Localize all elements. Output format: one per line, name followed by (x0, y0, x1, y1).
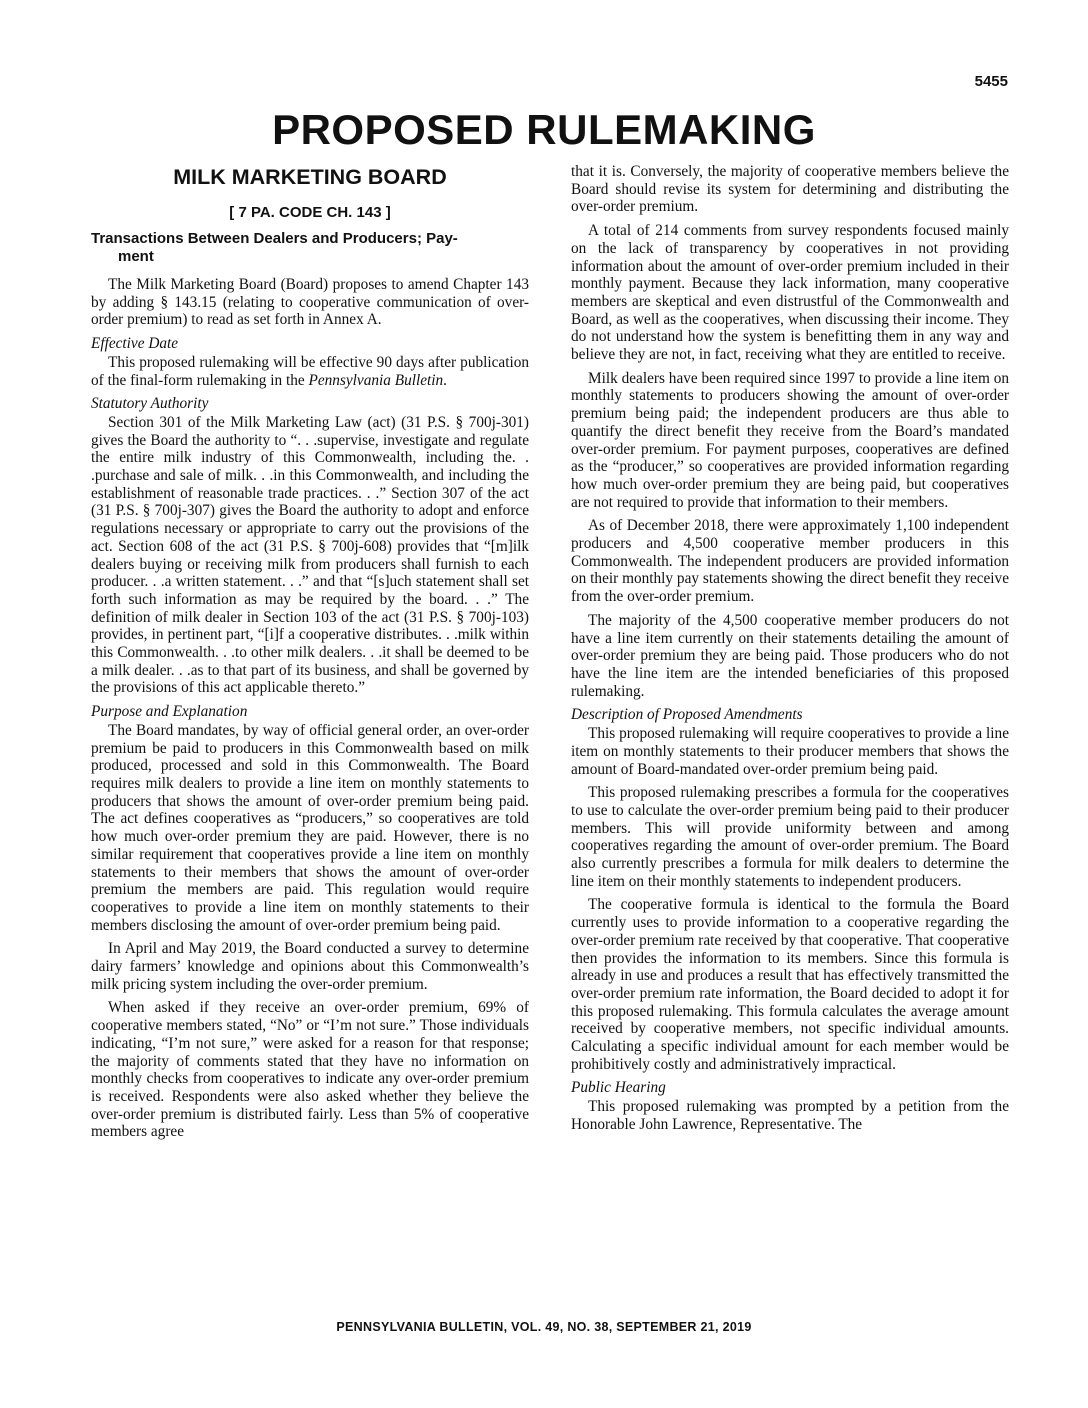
description-paragraph-2: This proposed rulemaking prescribes a formula for the cooperatives to use to calculate the over-order premium being paid to their producer members. This will provide uniformity between and among cooperatives regarding the amount of over-order premium. The Board also currently prescribes a formula for milk dealers to determine the line item on their monthly statements to independent producers. (571, 784, 1009, 890)
purpose-paragraph-2: In April and May 2019, the Board conducted a survey to determine dairy farmers’ knowledge and opinions about this Commonwealth’s milk pricing system including the over-order premium. (91, 940, 529, 993)
heading-statutory-authority: Statutory Authority (91, 395, 209, 413)
right-column (571, 163, 1009, 1134)
page-number: 5455 (974, 73, 1008, 90)
producers-count-paragraph: As of December 2018, there were approximately 1,100 independent producers and 4,500 cooperative member producers in this Commonwealth. The independent producers are provided information on their monthly pay statements showing the direct benefit they receive from the over-order premium. (571, 517, 1009, 606)
effective-date-paragraph (91, 354, 529, 389)
publication-name: Pennsylvania Bulletin (308, 371, 444, 389)
heading-description: Description of Proposed Amendments (571, 706, 803, 724)
public-hearing-paragraph: This proposed rulemaking was prompted by a petition from the Honorable John Lawrence, Representative. The (571, 1098, 1009, 1133)
milk-dealers-paragraph: Milk dealers have been required since 1997 to provide a line item on monthly statements to producers showing the amount of over-order premium being paid; the independent producers are thus able to quantify the direct benefit they receive from the Board’s mandated over-order premium. For payment purposes, cooperatives are defined as the “producer,” so cooperatives are provided information regarding how much over-order premium they are being paid, but cooperatives are not required to provide that information to their members. (571, 369, 1009, 511)
intro-paragraph: The Milk Marketing Board (Board) proposes to amend Chapter 143 by adding § 143.15 (relating to cooperative communication of over-order premium) to read as set forth in Annex A. (91, 276, 529, 329)
description-paragraph-3: The cooperative formula is identical to the formula the Board currently uses to provide information to a cooperative regarding the over-order premium rate received by that cooperative. That cooperative then provides the information to its members. Since this formula is already in use and produces a result that has effectively transmitted the over-order premium rate information, the Board decided to adopt it for this proposed rulemaking. This formula calculates the average amount received by cooperative members, not specific individual amounts. Calculating a specific individual amount for each member would be prohibitively costly and administratively impractical. (571, 896, 1009, 1073)
left-column (91, 163, 529, 1141)
subject-heading (91, 230, 529, 266)
continued-paragraph: that it is. Conversely, the majority of cooperative members believe the Board should revise its system for determining and distributing the over-order premium. (571, 163, 1009, 216)
purpose-paragraph-3: When asked if they receive an over-order premium, 69% of cooperative members stated, “No” or “I’m not sure.” Those individuals indicating, “I’m not sure,” were asked for a reason for that response; the majority of comments stated that they have no information on monthly checks from cooperatives to indicate any over-order premium is received. Respondents were also asked whether they believe the over-order premium is distributed fairly. Less than 5% of cooperative members agree (91, 999, 529, 1141)
beneficiaries-paragraph: The majority of the 4,500 cooperative member producers do not have a line item currently on their statements detailing the amount of over-order premium they are being paid. Those producers who do not have the line item are the intended beneficiaries of this proposed rulemaking. (571, 611, 1009, 700)
agency-heading: MILK MARKETING BOARD (173, 165, 447, 189)
heading-effective-date: Effective Date (91, 335, 179, 353)
effective-date-period: . (443, 371, 447, 389)
subject-heading-line2: ment (118, 248, 154, 265)
subject-heading-line1: Transactions Between Dealers and Producers; Pay- (91, 230, 458, 247)
section-title: PROPOSED RULEMAKING (272, 106, 816, 153)
effective-date-text: This proposed rulemaking will be effective 90 days after publication of the final-form rulemaking in the (91, 353, 529, 389)
code-citation: [ 7 PA. CODE CH. 143 ] (229, 204, 391, 221)
description-paragraph-1: This proposed rulemaking will require cooperatives to provide a line item on monthly statements to their producer members that shows the amount of Board-mandated over-order premium being paid. (571, 725, 1009, 778)
purpose-paragraph-1: The Board mandates, by way of official general order, an over-order premium be paid to producers in this Commonwealth based on milk produced, processed and sold in this Commonwealth. The Board requires milk dealers to provide a line item on monthly statements to producers that shows the amount of over-order premium being paid. The act defines cooperatives as “producers,” so cooperatives are told how much over-order premium they are paid. However, there is no similar requirement that cooperatives provide a line item on monthly statements to their members that shows the amount of over-order premium the members are paid. This regulation would require cooperatives to provide a line item on monthly statements to their members disclosing the amount of over-order premium being paid. (91, 721, 529, 934)
survey-comments-paragraph: A total of 214 comments from survey respondents focused mainly on the lack of transparency by cooperatives in not providing information about the amount of over-order premium included in their monthly payment. Because they lack information, many cooperative members are skeptical and even distrustful of the Commonwealth and Board, as well as the cooperatives, when discussing their income. They do not understand how the system is benefitting them in any way and believe they are not, in fact, receiving what they are entitled to receive. (571, 222, 1009, 364)
page-footer: PENNSYLVANIA BULLETIN, VOL. 49, NO. 38, SEPTEMBER 21, 2019 (336, 1320, 752, 1334)
heading-public-hearing: Public Hearing (571, 1079, 666, 1097)
authority-paragraph: Section 301 of the Milk Marketing Law (act) (31 P.S. § 700j-301) gives the Board the authority to “. . .supervise, investigate and regulate the entire milk industry of this Commonwealth, including the. . .purchase and sale of milk. . .in this Commonwealth, and including the establishment of reasonable trade practices. . .” Section 307 of the act (31 P.S. § 700j-307) gives the Board the authority to adopt and enforce regulations necessary or appropriate to carry out the provisions of the act. Section 608 of the act (31 P.S. § 700j-608) provides that “[m]ilk dealers buying or receiving milk from producers shall furnish to each producer. . .a written statement. . .” and that “[s]uch statement shall set forth such information as may be required by the board. . .” The definition of milk dealer in Section 103 of the act (31 P.S. § 700j-103) provides, in pertinent part, “[i]f a cooperative distributes. . .milk within this Commonwealth. . .to other milk dealers. . .it shall be deemed to be a milk dealer. . .as to that part of its business, and shall be governed by the provisions of this act applicable thereto.” (91, 413, 529, 697)
heading-purpose: Purpose and Explanation (91, 703, 248, 721)
